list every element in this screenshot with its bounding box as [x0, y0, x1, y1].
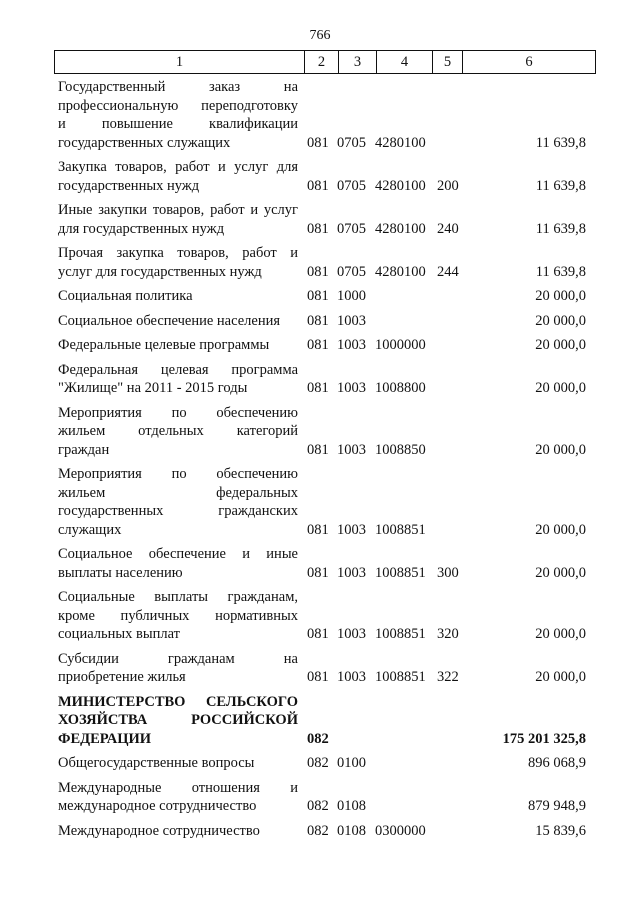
row-name-line: жильем федеральных — [58, 484, 298, 501]
row-amount: 11 639,8 — [535, 220, 586, 237]
row-name-line: приобретение жилья — [58, 669, 186, 685]
row-name — [58, 78, 298, 152]
row-ministry: 082 — [307, 755, 329, 771]
row-section: 0705 — [337, 220, 366, 237]
row-name-line: ФЕДЕРАЦИИ — [58, 730, 152, 747]
table-row — [58, 78, 586, 152]
row-expense-type: 300 — [437, 564, 459, 581]
row-name-line: Международные отношения и — [58, 779, 298, 796]
row-amount: 20 000,0 — [535, 312, 586, 329]
row-section: 1003 — [337, 564, 366, 581]
header-col-5: 5 — [433, 51, 463, 73]
row-amount: 20 000,0 — [535, 288, 586, 304]
row-target-article: 1008851 — [375, 626, 426, 642]
row-name-line: Общегосударственные вопросы — [58, 755, 255, 771]
row-section: 1003 — [337, 380, 366, 396]
row-name — [58, 545, 298, 582]
row-name-line: международное сотрудничество — [58, 798, 257, 814]
row-target-article: 1008851 — [375, 669, 426, 685]
row-amount: 20 000,0 — [535, 626, 586, 642]
row-name-line: Социальная политика — [58, 288, 193, 304]
table-row — [58, 244, 586, 281]
row-amount: 879 948,9 — [528, 798, 586, 814]
row-amount: 11 639,8 — [535, 177, 586, 194]
row-ministry: 081 — [307, 669, 329, 685]
row-amount: 11 639,8 — [535, 134, 586, 151]
row-name — [58, 361, 298, 398]
row-section: 0705 — [337, 134, 366, 151]
row-name-line: социальных выплат — [58, 626, 180, 642]
table-body — [58, 78, 586, 846]
row-section: 1000 — [337, 288, 366, 304]
row-expense-type: 322 — [437, 669, 459, 685]
row-ministry: 081 — [307, 312, 329, 329]
table-row — [58, 287, 586, 306]
row-name-line: служащих — [58, 521, 122, 538]
row-target-article: 0300000 — [375, 822, 426, 839]
row-name-line: государственных служащих — [58, 134, 231, 151]
row-expense-type: 320 — [437, 626, 459, 642]
row-name-line: и повышение квалификации — [58, 116, 298, 132]
table-row — [58, 754, 586, 773]
table-row — [58, 361, 586, 398]
header-col-1: 1 — [55, 51, 305, 73]
row-ministry: 082 — [307, 798, 329, 814]
table-row — [58, 201, 586, 238]
row-name — [58, 312, 298, 331]
row-name-line: Социальное обеспечение населения — [58, 312, 281, 329]
row-amount: 20 000,0 — [535, 380, 586, 396]
row-expense-type: 240 — [437, 220, 459, 237]
row-section: 1003 — [337, 669, 366, 685]
row-amount: 20 000,0 — [535, 564, 586, 581]
row-name-line: услуг для государственных нужд — [58, 263, 262, 280]
row-amount: 11 639,8 — [535, 263, 586, 280]
row-name-line: Федеральные целевые программы — [58, 337, 270, 353]
row-name-line: государственных нужд — [58, 177, 200, 194]
row-ministry: 081 — [307, 626, 329, 642]
row-name-line: кроме публичных нормативных — [58, 607, 298, 624]
row-name — [58, 158, 298, 195]
row-name — [58, 465, 298, 539]
header-col-6: 6 — [525, 53, 533, 70]
row-section: 0705 — [337, 177, 366, 194]
row-name-line: Закупка товаров, работ и услуг для — [58, 159, 298, 175]
row-section: 0705 — [337, 263, 366, 280]
table-row — [58, 822, 586, 841]
row-expense-type: 200 — [437, 177, 459, 194]
row-section: 1003 — [337, 626, 366, 642]
row-amount: 20 000,0 — [535, 441, 586, 458]
row-name — [58, 754, 298, 773]
row-name-line: Иные закупки товаров, работ и услуг — [58, 202, 298, 218]
row-amount: 15 839,6 — [535, 822, 586, 839]
row-name-line: Мероприятия по обеспечению — [58, 404, 298, 421]
row-section: 1003 — [337, 521, 366, 538]
row-name — [58, 693, 298, 749]
row-name-line: профессиональную переподготовку — [58, 97, 298, 114]
row-ministry: 081 — [307, 441, 329, 458]
row-name-line: жильем отдельных категорий — [58, 423, 298, 439]
row-name — [58, 822, 298, 841]
row-name — [58, 404, 298, 460]
table-row — [58, 693, 586, 749]
row-target-article: 4280100 — [375, 220, 426, 237]
page-number: 766 — [309, 28, 331, 43]
table-row — [58, 545, 586, 582]
table-header — [54, 50, 596, 74]
row-target-article: 1008851 — [375, 564, 426, 581]
row-name-line: Федеральная целевая программа — [58, 361, 298, 378]
table-row — [58, 404, 586, 460]
row-name-line: Субсидии гражданам на — [58, 650, 298, 667]
row-target-article: 4280100 — [375, 134, 426, 151]
row-name — [58, 650, 298, 687]
table-row — [58, 158, 586, 195]
row-section: 1003 — [337, 337, 366, 353]
row-section: 0100 — [337, 755, 366, 771]
row-ministry: 081 — [307, 521, 329, 538]
row-amount: 20 000,0 — [535, 337, 586, 353]
row-amount: 20 000,0 — [535, 521, 586, 538]
row-target-article: 4280100 — [375, 263, 426, 280]
row-amount: 175 201 325,8 — [502, 730, 586, 747]
row-name — [58, 779, 298, 816]
table-row — [58, 336, 586, 355]
row-ministry: 082 — [307, 822, 329, 839]
row-name-line: "Жилище" на 2011 - 2015 годы — [58, 380, 248, 396]
table-row — [58, 779, 586, 816]
header-col-3: 3 — [339, 51, 377, 73]
row-section: 0108 — [337, 822, 366, 839]
row-expense-type: 244 — [437, 263, 459, 280]
row-section: 1003 — [337, 312, 366, 329]
row-name — [58, 244, 298, 281]
header-col-4: 4 — [377, 51, 433, 73]
table-row — [58, 650, 586, 687]
row-name — [58, 201, 298, 238]
row-name-line: Мероприятия по обеспечению — [58, 466, 298, 482]
row-ministry: 081 — [307, 288, 329, 304]
row-target-article: 1008800 — [375, 380, 426, 396]
row-target-article: 1008850 — [375, 441, 426, 458]
row-name-line: МИНИСТЕРСТВО СЕЛЬСКОГО — [58, 693, 298, 710]
row-name-line: для государственных нужд — [58, 220, 225, 237]
table-row — [58, 465, 586, 539]
header-col-2: 2 — [305, 51, 339, 73]
row-name-line: Социальные выплаты гражданам, — [58, 589, 298, 605]
row-ministry: 081 — [307, 564, 329, 581]
table-row — [58, 588, 586, 644]
row-ministry: 081 — [307, 380, 329, 396]
table-row — [58, 312, 586, 331]
row-name-line: ХОЗЯЙСТВА РОССИЙСКОЙ — [58, 712, 298, 728]
row-ministry: 081 — [307, 220, 329, 237]
row-section: 0108 — [337, 798, 366, 814]
row-ministry: 081 — [307, 263, 329, 280]
row-name — [58, 588, 298, 644]
row-ministry: 081 — [307, 134, 329, 151]
row-name — [58, 336, 298, 355]
row-amount: 896 068,9 — [528, 755, 586, 771]
row-target-article: 1008851 — [375, 521, 426, 538]
row-name-line: Государственный заказ на — [58, 79, 298, 95]
row-amount: 20 000,0 — [535, 669, 586, 685]
row-name-line: Социальное обеспечение и иные — [58, 546, 298, 562]
row-name-line: Прочая закупка товаров, работ и — [58, 245, 298, 261]
row-ministry: 081 — [307, 177, 329, 194]
row-ministry: 081 — [307, 337, 329, 353]
row-name-line: Международное сотрудничество — [58, 822, 260, 839]
row-target-article: 4280100 — [375, 177, 426, 194]
row-ministry: 082 — [307, 730, 329, 747]
row-section: 1003 — [337, 441, 366, 458]
row-name-line: государственных гражданских — [58, 503, 298, 519]
row-name — [58, 287, 298, 306]
row-target-article: 1000000 — [375, 337, 426, 353]
row-name-line: граждан — [58, 441, 110, 458]
row-name-line: выплаты населению — [58, 564, 183, 581]
